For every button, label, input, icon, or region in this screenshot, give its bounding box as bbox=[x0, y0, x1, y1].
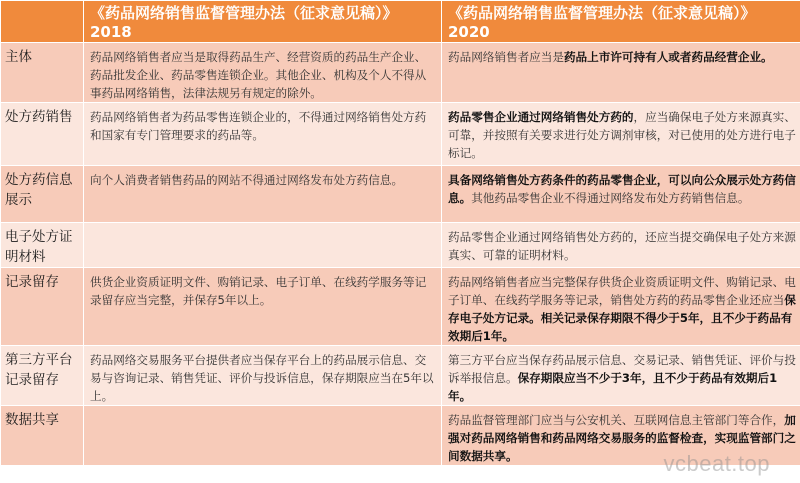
bold-text: 加强对药品网络销售和药品网络交易服务的监督检查，实现监管部门之间数据共享。 bbox=[448, 413, 796, 463]
header-corner-cell bbox=[1, 1, 84, 43]
cell-2020 bbox=[442, 43, 800, 103]
row-label: 电子处方证明材料 bbox=[1, 223, 84, 268]
bold-text: 保存期限应当不少于3年，且不少于药品有效期后1年。 bbox=[448, 371, 778, 403]
cell-2018 bbox=[84, 223, 442, 268]
cell-2020 bbox=[442, 166, 800, 223]
text: 药品监督管理部门应当与公安机关、互联网信息主管部门等合作， bbox=[448, 413, 785, 427]
table-row bbox=[1, 346, 800, 406]
text: 供货企业资质证明文件、购销记录、电子订单、在线药学服务等记录留存应当完整，并保存5年以上。 bbox=[90, 275, 427, 307]
cell-2018 bbox=[84, 103, 442, 166]
text: 第三方平台应当保存药品展示信息、交易记录、销售凭证、评价与投诉举报信息。 bbox=[448, 353, 796, 385]
row-label: 记录留存 bbox=[1, 268, 84, 346]
cell-2018 bbox=[84, 268, 442, 346]
header-row bbox=[1, 1, 800, 43]
watermark: vcbeat.top bbox=[663, 451, 770, 476]
text: 药品网络交易服务平台提供者应当保存平台上的药品展示信息、交易与咨询记录、销售凭证、评价与投诉信息，保存期限应当在5年以上。 bbox=[90, 353, 434, 403]
text: 药品网络销售者为药品零售连锁企业的，不得通过网络销售处方药和国家有专门管理要求的药品等。 bbox=[90, 110, 427, 142]
row-label: 处方药销售 bbox=[1, 103, 84, 166]
text: 其他药品零售企业不得通过网络发布处方药销售信息。 bbox=[471, 191, 750, 205]
text: ，应当确保电子处方来源真实、可靠，并按照有关要求进行处方调剂审核，对已使用的处方进行电子标记。 bbox=[448, 110, 796, 160]
text: 药品网络销售者应当完整保存供货企业资质证明文件、购销记录、电子订单、在线药学服务等记录，销售处方药的药品零售企业还应当 bbox=[448, 275, 796, 307]
text: 药品零售企业通过网络销售处方药的，还应当提交确保电子处方来源真实、可靠的证明材料。 bbox=[448, 230, 796, 262]
cell-2018 bbox=[84, 406, 442, 466]
bold-text: 药品上市许可持有人或者药品经营企业。 bbox=[563, 50, 773, 64]
cell-2020 bbox=[442, 268, 800, 346]
row-label: 第三方平台记录留存 bbox=[1, 346, 84, 406]
row-label: 数据共享 bbox=[1, 406, 84, 466]
cell-2018 bbox=[84, 346, 442, 406]
row-label: 主体 bbox=[1, 43, 84, 103]
table-row bbox=[1, 43, 800, 103]
bold-text: 药品零售企业通过网络销售处方药的 bbox=[448, 110, 634, 124]
cell-2018 bbox=[84, 166, 442, 223]
header-2018: 《药品网络销售监督管理办法（征求意见稿）》2018 bbox=[84, 1, 442, 43]
table-row bbox=[1, 103, 800, 166]
text: 药品网络销售者应当是取得药品生产、经营资质的药品生产企业、药品批发企业、药品零售连锁企业。其他企业、机构及个人不得从事药品网络销售，法律法规另有规定的除外。 bbox=[90, 50, 427, 100]
table-row bbox=[1, 166, 800, 223]
cell-2020 bbox=[442, 346, 800, 406]
cell-2018 bbox=[84, 43, 442, 103]
cell-2020 bbox=[442, 103, 800, 166]
table-row bbox=[1, 268, 800, 346]
table-row bbox=[1, 223, 800, 268]
row-label: 处方药信息展示 bbox=[1, 166, 84, 223]
bold-text: 具备网络销售处方药条件的药品零售企业，可以向公众展示处方药信息。 bbox=[448, 173, 796, 205]
header-2020: 《药品网络销售监督管理办法（征求意见稿）》2020 bbox=[442, 1, 800, 43]
text: 药品网络销售者应当是 bbox=[448, 50, 564, 64]
bold-text: 保存电子处方记录。相关记录保存期限不得少于5年，且不少于药品有效期后1年。 bbox=[448, 293, 796, 343]
text: 向个人消费者销售药品的网站不得通过网络发布处方药信息。 bbox=[90, 173, 404, 187]
cell-2020 bbox=[442, 223, 800, 268]
